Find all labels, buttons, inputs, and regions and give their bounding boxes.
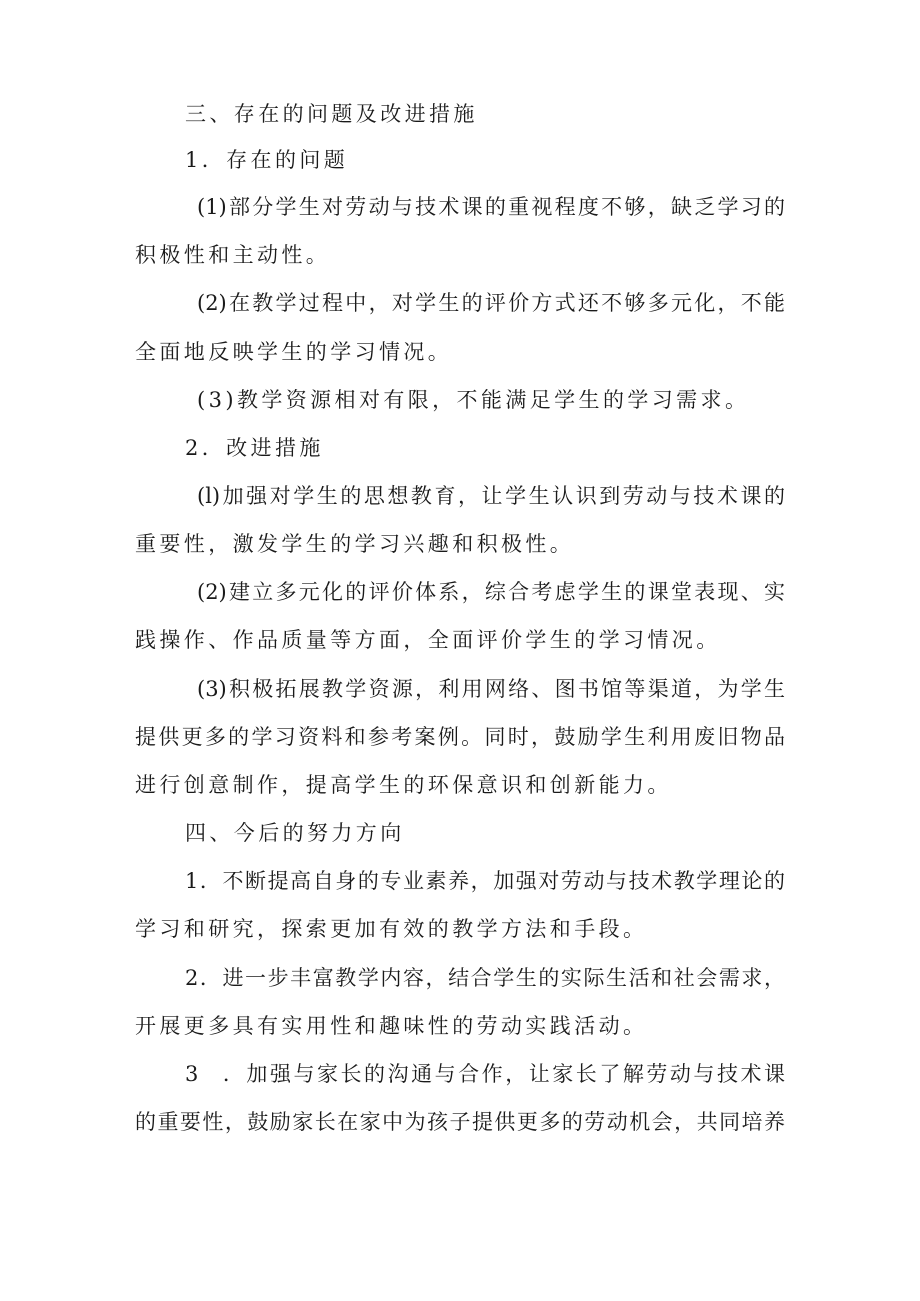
measure-3-line-3: 进行创意制作，提高学生的环保意识和创新能力。: [135, 773, 672, 797]
direction-2-line-1-text: 2．进一步丰富教学内容，结合学生的实际生活和社会需求，: [185, 966, 785, 990]
direction-1-line-1: [0, 866, 920, 896]
measure-3-line-1: [0, 674, 920, 704]
measure-2-line-1: [0, 577, 920, 607]
direction-3-line-1: [0, 1059, 920, 1089]
measure-2-line-1-text: (2)建立多元化的评价体系，综合考虑学生的课堂表现、实: [197, 580, 785, 604]
section-4-heading: 四、今后的努力方向: [185, 821, 405, 845]
measure-3-line-1-text: (3)积极拓展教学资源，利用网络、图书馆等渠道，为学生: [197, 677, 785, 701]
problem-1-line-1: [0, 192, 920, 222]
problems-subheading: 1．存在的问题: [185, 148, 349, 172]
measure-3-line-2: [0, 722, 920, 752]
direction-3-line-1-wrap: [185, 1059, 785, 1089]
measures-subheading: 2．改进措施: [185, 436, 324, 460]
measure-3-line-2-text: 提供更多的学习资料和参考案例。同时，鼓励学生利用废旧物品: [135, 725, 785, 749]
direction-1-line-2: 学习和研究，探索更加有效的教学方法和手段。: [135, 917, 648, 941]
measure-1-line-1: [0, 481, 920, 511]
measure-1-line-1-text: (l)加强对学生的思想教育，让学生认识到劳动与技术课的: [197, 484, 785, 508]
direction-3-line-2-text: 的重要性，鼓励家长在家中为孩子提供更多的劳动机会，共同培养: [135, 1110, 785, 1134]
direction-2-line-2: 开展更多具有实用性和趣味性的劳动实践活动。: [135, 1014, 648, 1038]
problem-2-line-2: 全面地反映学生的学习情况。: [135, 340, 453, 364]
measure-1-line-2: 重要性，激发学生的学习兴趣和积极性。: [135, 532, 575, 556]
direction-3-number: 3: [185, 1062, 199, 1086]
problem-2-line-1: [0, 288, 920, 318]
problem-1-line-1-text: (1)部分学生对劳动与技术课的重视程度不够，缺乏学习的: [197, 195, 785, 219]
direction-3-line-2: [0, 1107, 920, 1137]
direction-3-line-1-text: ．加强与家长的沟通与合作，让家长了解劳动与技术课: [220, 1062, 785, 1086]
direction-2-line-1: [0, 963, 920, 993]
problem-3-line-1: (3)教学资源相对有限，不能满足学生的学习需求。: [197, 388, 750, 412]
section-3-heading: 三、存在的问题及改进措施: [185, 102, 478, 126]
measure-2-line-2: 践操作、作品质量等方面，全面评价学生的学习情况。: [135, 628, 721, 652]
problem-2-line-1-text: (2)在教学过程中，对学生的评价方式还不够多元化，不能: [197, 291, 785, 315]
direction-1-line-1-text: 1．不断提高自身的专业素养，加强对劳动与技术教学理论的: [185, 869, 785, 893]
problem-1-line-2: 积极性和主动性。: [135, 243, 331, 267]
